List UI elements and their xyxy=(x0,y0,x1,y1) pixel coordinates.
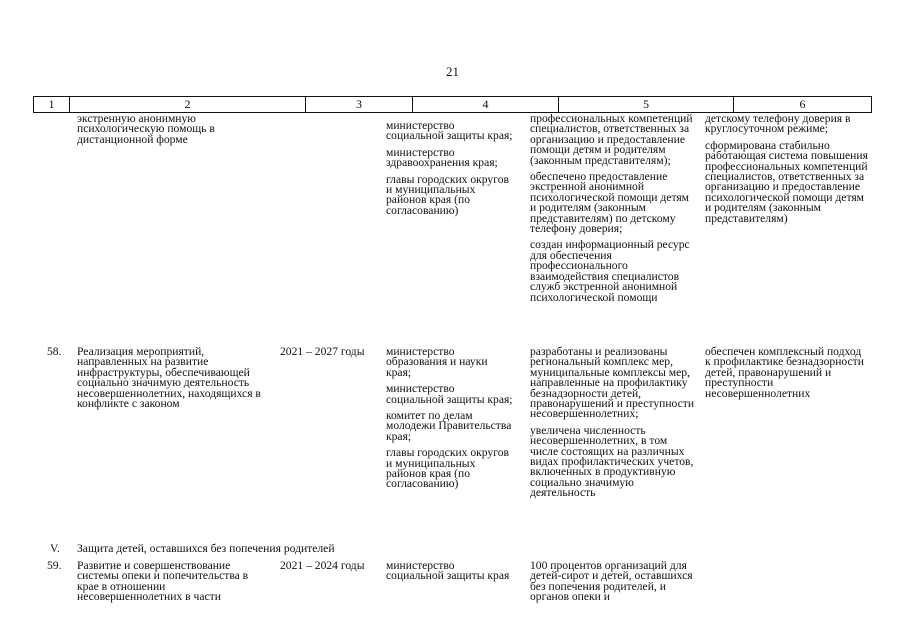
continuation-effects xyxy=(705,114,870,224)
effect-item: сформирована стабильно работающая система повышения профессиональных компетенций специалистов, ответственных за организацию и предоставление психологической помощи детям и родителям (законным представителям) xyxy=(705,138,868,225)
header-col-6: 6 xyxy=(733,97,871,112)
row-58-results xyxy=(530,347,696,499)
result-item: профессиональных компетенций специалистов, ответственных за организацию и предоставление помощи детям и родителям (законным представителям); xyxy=(530,112,693,167)
executor-item: главы городских округов и муниципальных районов края (по согласованию) xyxy=(386,446,509,491)
header-col-5: 5 xyxy=(558,97,733,112)
row-58-executors xyxy=(386,347,514,490)
continuation-results xyxy=(530,114,696,303)
row-59-executors: министерство социальной защиты края xyxy=(386,559,510,583)
row-59-results: 100 процентов организаций для детей-сирот и детей, оставшихся без попечения родителей, и органов опеки и xyxy=(530,559,693,604)
header-col-3: 3 xyxy=(305,97,412,112)
continuation-executors xyxy=(386,121,514,216)
row-58-effects: обеспечен комплексный подход к профилактике безнадзорности детей, правонарушений и преступности несовершеннолетних xyxy=(705,345,864,400)
header-col-2: 2 xyxy=(69,97,305,112)
header-col-4: 4 xyxy=(412,97,558,112)
result-item: увеличена численность несовершеннолетних, в том числе состоящих на различных видах профилактических учетов, включенных в продуктивную социально значимую деятельность xyxy=(530,423,694,500)
section-v-number: V. xyxy=(50,542,60,555)
row-59-period: 2021 – 2024 годы xyxy=(280,559,365,572)
result-item: разработаны и реализованы региональный комплекс мер, муниципальные комплексы мер, направленные на профилактику безнадзорности детей, правонарушений и преступности несовершеннолетних; xyxy=(530,345,695,421)
executor-item: комитет по делам молодежи Правительства края; xyxy=(386,409,512,443)
executor-item: министерство социальной защиты края; xyxy=(386,119,513,143)
row-59-number: 59. xyxy=(47,559,62,572)
section-v-title: Защита детей, оставшихся без попечения родителей xyxy=(77,542,335,555)
table-header-row xyxy=(33,96,872,113)
result-item: обеспечено предоставление экстренной анонимной психологической помощи детям и родителям (законным представителям) по детскому телефону доверия; xyxy=(530,170,690,236)
continuation-measure: экстренную анонимную психологическую помощь в дистанционной форме xyxy=(77,112,215,146)
page-number: 21 xyxy=(446,64,459,79)
executor-item: министерство социальной защиты края; xyxy=(386,382,513,406)
header-col-1: 1 xyxy=(48,97,55,111)
result-item: создан информационный ресурс для обеспечения профессионального взаимодействия специалистов служб экстренной анонимной психологической помощи xyxy=(530,238,690,304)
executor-item: министерство здравоохранения края; xyxy=(386,145,498,170)
effect-item: детскому телефону доверия в круглосуточном режиме; xyxy=(705,112,851,136)
row-58-measure: Реализация мероприятий, направленных на развитие инфраструктуры, обеспечивающей социально значимую деятельность несовершеннолетних, находящихся в конфликте с законом xyxy=(77,345,261,411)
row-58-number: 58. xyxy=(47,345,62,358)
executor-item: министерство образования и науки края; xyxy=(386,345,488,379)
executor-item: главы городских округов и муниципальных районов края (по согласованию) xyxy=(386,172,509,217)
row-58-period: 2021 – 2027 годы xyxy=(280,345,365,358)
row-59-measure: Развитие и совершенствование системы опеки и попечительства в крае в отношении несовершеннолетних в части xyxy=(77,559,249,604)
